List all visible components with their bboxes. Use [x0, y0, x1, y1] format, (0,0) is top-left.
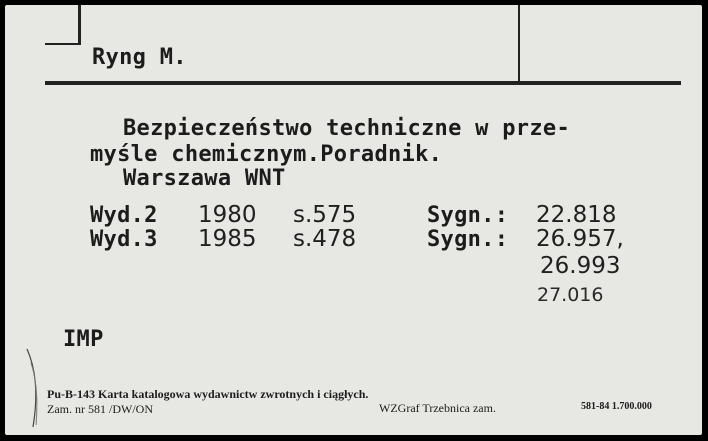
- order-number: Zam. nr 581 /DW/ON: [47, 402, 153, 416]
- edition-pages: s.575: [293, 202, 357, 228]
- signature-value-extra: 27.016: [537, 284, 604, 306]
- header-rule: [45, 81, 681, 85]
- edition-year: 1985: [198, 226, 257, 252]
- signature-value: 22.818: [536, 202, 617, 228]
- edition-label: Wyd.2: [90, 203, 158, 228]
- signature-label: Sygn.:: [427, 203, 509, 228]
- print-run: 581-84 1.700.000: [581, 401, 652, 412]
- title-line-1: Bezpieczeństwo techniczne w prze-: [123, 116, 570, 141]
- catalog-card: [5, 5, 702, 435]
- author-name: Ryng M.: [92, 45, 187, 70]
- edition-pages: s.478: [293, 226, 357, 252]
- title-line-2: myśle chemicznym.Poradnik.: [90, 142, 443, 167]
- corner-bracket-vertical: [78, 5, 81, 45]
- signature-label: Sygn.:: [427, 227, 509, 252]
- code-label: IMP: [63, 327, 104, 352]
- signature-value: 26.957,: [536, 226, 624, 252]
- header-divider-vertical: [518, 5, 520, 83]
- corner-bracket-horizontal: [45, 43, 81, 45]
- edition-label: Wyd.3: [90, 227, 158, 252]
- title-line-3: Warszawa WNT: [123, 166, 286, 191]
- signature-value-extra: 26.993: [540, 253, 621, 279]
- edition-year: 1980: [198, 202, 257, 228]
- margin-mark: [19, 345, 47, 431]
- printer-info: WZGraf Trzebnica zam.: [379, 401, 496, 415]
- form-description: Pu-B-143 Karta katalogowa wydawnictw zwrotnych i ciągłych.: [47, 387, 369, 401]
